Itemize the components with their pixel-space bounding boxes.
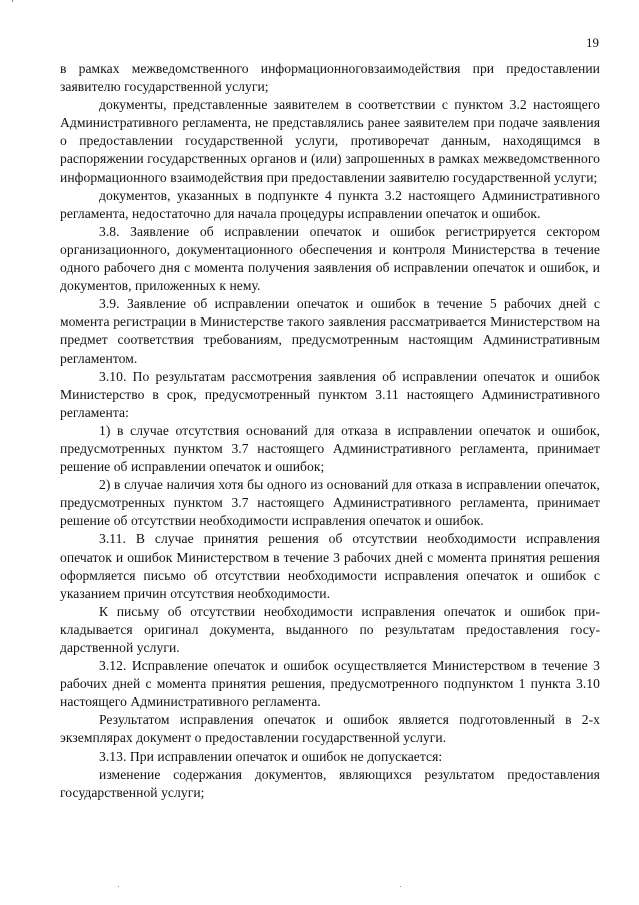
paragraph: 2) в случае наличия хотя бы одного из оснований для отказа в исправлении опечаток, предусмотренных пунктом 3.7 настоящего Административного регламента, принимает решение об отсутствии необходимости исправления опечаток и ошибок. xyxy=(60,477,600,529)
scan-artifact xyxy=(12,0,13,2)
paragraph: 3.9. Заявление об исправлении опечаток и ошибок в течение 5 рабочих дней с момента регистрации в Министерстве такого заявления рассматривается Министерством на предмет соответствия требованиям, предусмотренным настоящим Административным регламентом. xyxy=(60,296,600,366)
scan-artifact xyxy=(400,886,401,887)
paragraph: изменение содержания документов, являющихся результатом предоставления государственной услуги; xyxy=(60,766,600,800)
paragraph: документы, представленные заявителем в соответствии с пунктом 3.2 настоящего Административного регламента, не представлялись ранее заявителем при подаче заявления о предоставлении государственной услуги, противоречат данным, находящимся в распоряжении государственных органов и (или) запрошенных в рамках межведомственного информационного взаимодействия при предоставлении заявителю государственной услуги; xyxy=(60,97,600,185)
paragraph: Результатом исправления опечаток и ошибок является подготовленный в 2-х экземплярах документ о предоставлении государственной услуги. xyxy=(60,712,600,746)
paragraph: 3.8. Заявление об исправлении опечаток и ошибок регистрируется сектором организационного, документационного обеспечения и контроля Министерства в течение одного рабочего дня с момента получения заявления об исправлении опечаток и ошибок, и документов, приложенных к нему. xyxy=(60,223,600,294)
page-number: 19 xyxy=(586,35,599,50)
paragraph: документов, указанных в подпункте 4 пункта 3.2 настоящего Административного регламента, недостаточно для начала процедуры исправлении опечаток и ошибок. xyxy=(60,187,600,221)
paragraph: в рамках межведомственного информационноговзаимодействия при предоставлении заявителю государственной услуги; xyxy=(60,61,600,95)
scan-artifact xyxy=(118,886,119,887)
document-body xyxy=(60,60,600,802)
paragraph: 3.11. В случае принятия решения об отсутствии необходимости исправления опечаток и ошибок Министерством в течение 3 рабочих дней с момента принятия решения оформляется письмо об отсутствии необходимости исправления опечаток и ошибок с указанием причин отсутствия необходимости. xyxy=(60,531,600,601)
paragraph: 3.12. Исправление опечаток и ошибок осуществляется Министерством в течение 3 рабочих дней с момента принятия решения, предусмотренного подпунктом 1 пункта 3.10 настоящего Административного регламента. xyxy=(60,658,600,710)
paragraph: 1) в случае отсутствия оснований для отказа в исправлении опечаток и ошибок, предусмотренных пунктом 3.7 настоящего Административного регламента, принимает решение об исправлении опечаток и ошибок; xyxy=(60,422,600,475)
paragraph: 3.10. По результатам рассмотрения заявления об исправлении опечаток и ошибок Министерство в срок, предусмотренный пунктом 3.11 настоящего Административного регламента: xyxy=(60,368,600,420)
paragraph: 3.13. При исправлении опечаток и ошибок не допускается: xyxy=(99,748,443,764)
paragraph: К письму об отсутствии необходимости исправления опечаток и ошибок прикладывается оригинал документа, выданного по результатам предоставления государственной услуги. xyxy=(60,603,600,655)
